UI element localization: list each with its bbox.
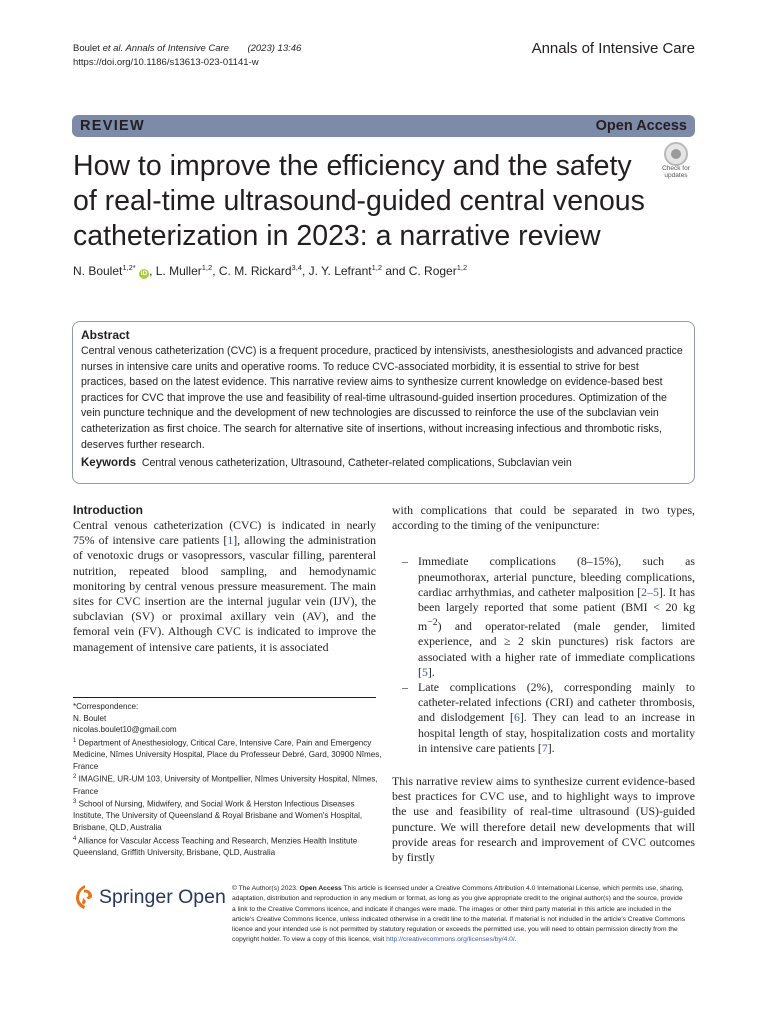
author-name[interactable]: N. Boulet [73, 264, 123, 278]
correspondence-email[interactable]: nicolas.boulet10@gmail.com [73, 725, 177, 735]
aim-paragraph: This narrative review aims to synthesize current evidence-based best practices for CVC use, and to highlight ways to improve the use and feasibility of real-time ultrasound (US)-guided puncture. We will therefore detail new developments that will provide areas for research and improvement of CVC outcomes by firstly [392, 773, 695, 864]
left-column [73, 503, 376, 655]
author-name[interactable]: , J. Y. Lefrant [301, 264, 372, 278]
check-updates-label: Check for updates [662, 165, 690, 179]
correspondence-footnote [73, 701, 383, 858]
list-item-text: Late complications (2%), corresponding mainly to catheter-related infections (CRI) and catheter thrombosis, and dislodgement [6]. They can lead to an increase in hospital length of stay, hospitalization costs and mortality in intensive care patients [7]. [418, 679, 695, 755]
citation-link[interactable]: 5 [421, 664, 428, 679]
abstract-text: Central venous catheterization (CVC) is a frequent procedure, practiced by intensivists, anesthesiologists and advanced practice nurses in intensive care units and operative rooms. To reduce CVC-associated morbidity, it is essential to strive for best practices, based on the latest evidence. This narrative review aims to synthesize current knowledge on evidence-based best practices for CVC that improve the use and feasibility of real-time ultrasound-guided insertion procedures. Optimization of the vein puncture technique and the development of new technologies are discussed to reinforce the use of the subclavian vein catheterization as first choice. The search for alternative site of insertions, without increasing infectious and thrombotic risks, deserves further research. [81, 345, 683, 451]
license-text: © The Author(s) 2023. Open Access This article is licensed under a Creative Commons Attribution 4.0 International License, which permits use, sharing, adaptation, distribution and reproduction in any medium or format, as long as you give appropriate credit to the original author(s) and the source, provide a link to the Creative Commons licence, and indicate if changes were made. The images or other third party material in this article are included in the article's Creative Commons licence, unless indicated otherwise in a credit line to the material. If material is not included in the article's Creative Commons licence and your intended use is not permitted by statutory regulation or exceeds the permitted use, you will need to obtain permission directly from the copyright holder. To view a copy of this licence, visit http://creativecommons.org/licenses/by/4.0/. [232, 885, 686, 944]
citation-link[interactable]: 7 [541, 740, 548, 755]
section-heading-introduction: Introduction [73, 503, 143, 517]
abstract-heading: Abstract [81, 328, 130, 342]
citation-line: Boulet et al. Annals of Intensive Care (2023) 13:46 [73, 43, 302, 54]
correspondence-name: N. Boulet [73, 713, 107, 723]
article-title: How to improve the efficiency and the safety of real-time ultrasound-guided central venous catheterization in 2023: a narrative review [73, 150, 645, 252]
right-column [392, 503, 695, 865]
open-access-label: Open Access [595, 118, 687, 134]
list-item [392, 680, 695, 756]
citation-link[interactable]: 2–5 [641, 584, 659, 599]
keywords-line [81, 456, 686, 471]
complications-intro-paragraph: with complications that could be separated in two types, according to the timing of the venipuncture: [392, 503, 695, 533]
article-type-banner [72, 115, 695, 137]
author-name[interactable]: , C. M. Rickard [212, 264, 292, 278]
running-header [73, 42, 301, 70]
journal-name: Annals of Intensive Care [531, 40, 695, 57]
list-item [392, 554, 695, 680]
affiliation-1: $^1$ Department of Anesthesiology, Critical Care, Intensive Care, Pain and Emergency Medicine, Nîmes University Hospital, Place du Professeur Debré, Gard, 30900 Nîmes, France [73, 737, 382, 771]
author-name[interactable]: , L. Muller [149, 264, 202, 278]
springer-horse-icon [73, 884, 95, 910]
article-type-label: REVIEW [80, 118, 145, 134]
affiliation-3: $^3$ School of Nursing, Midwifery, and Social Work & Herston Infectious Diseases Institute, The University of Queensland & Royal Brisbane and Women's Hospital, Brisbane, QLD, Australia [73, 799, 363, 832]
abstract-box [72, 321, 695, 484]
intro-paragraph: Central venous catheterization (CVC) is indicated in nearly 75% of intensive care patients [1], allowing the administration of venotoxic drugs or vasopressors, vascular filling, parenteral nutrition, repeated blood sampling, and hemodynamic monitoring by central venous pressure measurement. The main sites for CVC insertion are the internal jugular vein (IJV), the subclavian (SV) or proximal axillary vein (AV), and the femoral vein (FV). Although CVC is indicated to improve the management of intensive care patients, it is associated [73, 518, 376, 654]
correspondence-label: *Correspondence: [73, 702, 139, 711]
keywords-text: Central venous catheterization, Ultrasound, Catheter-related complications, Subclavian vein [141, 457, 572, 470]
citation-link[interactable]: 6 [513, 710, 520, 725]
license-link[interactable]: http://creativecommons.org/licenses/by/4.0/ [386, 936, 515, 944]
doi-link[interactable]: https://doi.org/10.1186/s13613-023-01141-w [73, 57, 259, 68]
list-dash: – [402, 554, 408, 569]
publisher-name: Springer Open [99, 885, 226, 908]
orcid-icon[interactable]: iD [140, 270, 148, 277]
affiliation-4: $^4$ Alliance for Vascular Access Teaching and Research, Menzies Health Institute Queensland, Griffith University, Brisbane, QLD, Australia [73, 835, 358, 857]
publisher-logo [73, 884, 226, 910]
list-item-text: Immediate complications (8–15%), such as pneumothorax, arterial puncture, bleeding complications, cardiac arrhythmias, and catheter malposition [2–5]. It has been largely reported that some patient (BMI < 20 kg $m^{-2}$) and operator-related (male gender, limited experience, and ≥ 2 skin punctures) risk factors are associated with a higher rate of immediate complications [5]. [418, 554, 695, 679]
check-updates-icon [664, 142, 688, 166]
author-list: N. Boulet$^{1,2*}$ iD , L. Muller$^{1,2}$, C. M. Rickard$^{3,4}$, J. Y. Lefrant$^{1,2}$ and C. Roger$^{1,2}$ [73, 263, 468, 278]
list-dash: – [402, 679, 408, 694]
keywords-label: Keywords [81, 457, 136, 470]
check-for-updates-button[interactable] [656, 142, 696, 180]
complications-list [392, 554, 695, 756]
affiliation-2: $^2$ IMAGINE, UR-UM 103, University of Montpellier, Nîmes University Hospital, Nîmes, France [73, 774, 378, 796]
footnote-divider [73, 697, 376, 698]
author-name[interactable]: and C. Roger [382, 264, 457, 278]
citation-link[interactable]: 1 [227, 533, 234, 548]
